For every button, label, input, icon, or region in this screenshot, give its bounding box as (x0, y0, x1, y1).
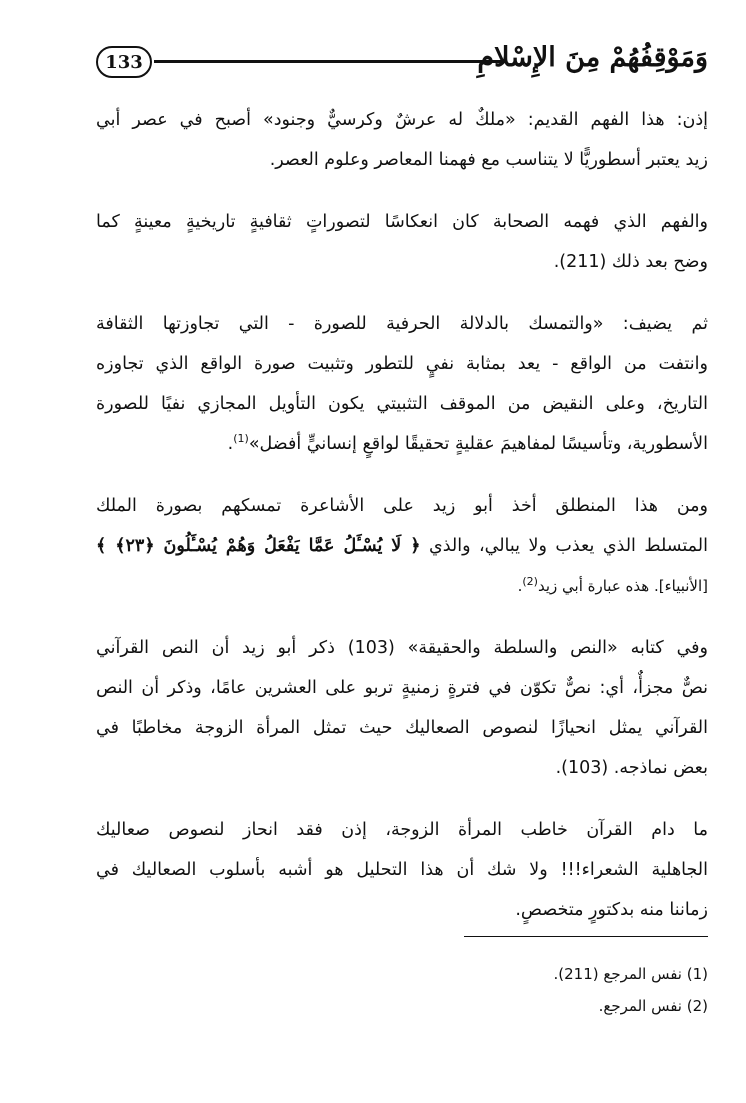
text-line: الأسطورية، وتأسيسًا لمفاهيمَ عقليةٍ تحقيقًا لواقعٍ إنسانيٍّ أفضل»$^{(1)}$. (227, 432, 708, 454)
paragraph-5 (96, 628, 708, 788)
text-line-content: الأسطورية، وتأسيسًا لمفاهيمَ عقليةٍ تحقيقًا لواقعٍ إنسانيٍّ أفضل» (248, 434, 708, 454)
text-line-content: [الأنبياء]. هذه عبارة أبي زيد (537, 577, 708, 595)
text-line: ثم يضيف: «والتمسك بالدلالة الحرفية للصورة - التي تجاوزتها الثقافة (96, 314, 708, 334)
footnote-1: (1) نفس المرجع (211). (553, 965, 708, 983)
text-line: زيد يعتبر أسطوريًّا لا يتناسب مع فهمنا المعاصر وعلوم العصر. (269, 150, 708, 170)
text-line: والفهم الذي فهمه الصحابة كان انعكاسًا لتصوراتٍ ثقافيةٍ تاريخيةٍ معينةٍ كما (96, 212, 708, 232)
body-text (96, 100, 708, 930)
text-line: بعض نماذجه. (103). (555, 758, 708, 778)
text-line (96, 526, 708, 566)
text-line: القرآني يمثل انحيازًا لنصوص الصعاليك حيث تمثل المرأة الزوجة مخاطبًا في (96, 718, 708, 738)
text-line: [الأنبياء]. هذه عبارة أبي زيد$^{(2)}$. (517, 575, 708, 595)
text-line: التاريخ، وعلى النقيض من الموقف التثبيتي يكون التأويل المجازي نفيًا للصورة (96, 394, 708, 414)
text-line: ومن هذا المنطلق أخذ أبو زيد على الأشاعرة تمسكهم بصورة الملك (96, 496, 708, 516)
footnote-ref-1: (1) (233, 432, 249, 446)
footnote-separator (464, 936, 708, 937)
footnote-ref-2: (2) (522, 575, 538, 588)
paragraph-1 (96, 100, 708, 180)
quran-verse: ﴿ لَا يُسْـَٔلُ عَمَّا يَفْعَلُ وَهُمْ يُسْـَٔلُونَ ﴿٢٣﴾ ﴾ (96, 536, 421, 556)
text-line: وضح بعد ذلك (211). (553, 252, 708, 272)
text-line: زماننا منه بدكتورٍ متخصصٍ. (515, 900, 708, 920)
page-header (96, 42, 708, 82)
paragraph-6 (96, 810, 708, 930)
page-number-badge (96, 46, 152, 78)
paragraph-2 (96, 202, 708, 282)
text-line: ما دام القرآن خاطب المرأة الزوجة، إذن فقد انحاز لنصوص صعاليك (96, 820, 708, 840)
running-title: وَمَوْقِفُهُمْ مِنَ الإِسْلامِ (477, 42, 708, 73)
text-line: الجاهلية الشعراء!!! ولا شك أن هذا التحليل هو أشبه بأسلوب الصعاليك في (96, 860, 708, 880)
text-line: نصٌّ مجزأٌ، أي: نصٌّ تكوّن في فترةٍ زمنيةٍ تربو على العشرين عامًا، وذكر أن النص (96, 678, 708, 698)
text-line: وانتفت من الواقع - يعد بمثابة نفيٍ للتطور وتثبيت صورة الواقع الذي تجاوزه (96, 354, 708, 374)
footnote-2: (2) نفس المرجع. (598, 997, 708, 1015)
text-line: إذن: هذا الفهم القديم: «ملكٌ له عرشٌ وكرسيٌّ وجنود» أصبح في عصر أبي (96, 110, 708, 130)
header-rule (154, 60, 504, 63)
page-number: 133 (105, 51, 143, 73)
paragraph-3 (96, 304, 708, 464)
text-line-content: المتسلط الذي يعذب ولا يبالي، والذي (429, 536, 708, 556)
text-line: وفي كتابه «النص والسلطة والحقيقة» (103) ذكر أبو زيد أن النص القرآني (96, 638, 708, 658)
paragraph-4 (96, 486, 708, 606)
footnotes (408, 958, 708, 1022)
